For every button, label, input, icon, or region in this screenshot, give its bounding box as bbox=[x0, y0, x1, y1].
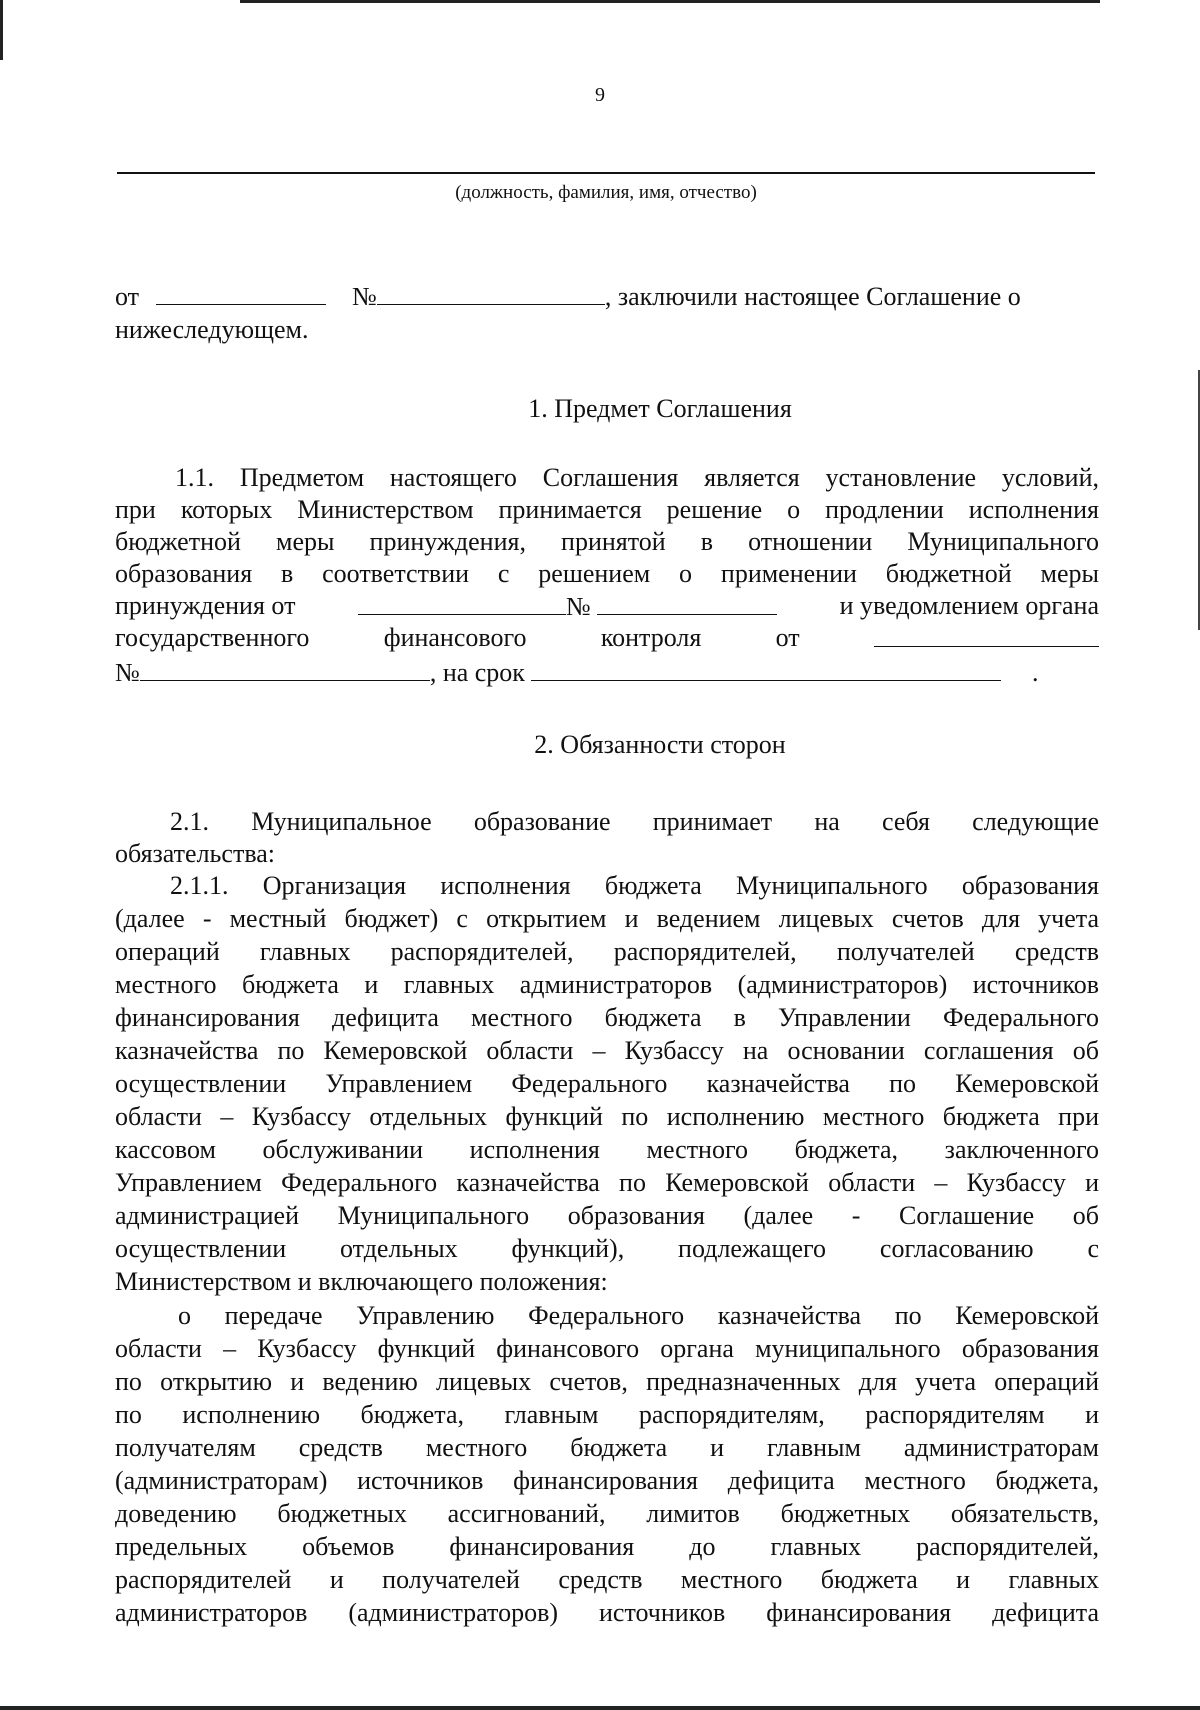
section-2-line: 2.1. Муниципальное образование принимает на себя следующие bbox=[170, 807, 1099, 836]
section-2-line: кассовом обслуживании исполнения местного бюджета, заключенного bbox=[115, 1135, 1099, 1164]
section-2-line: 2.1.1. Организация исполнения бюджета Муниципального образования bbox=[170, 871, 1099, 900]
date-blank bbox=[358, 590, 566, 615]
section-2-line: получателям средств местного бюджета и главным администраторам bbox=[115, 1433, 1099, 1462]
section-2-line: о передаче Управлению Федерального казначейства по Кемеровской bbox=[178, 1301, 1099, 1330]
date-blank bbox=[874, 622, 1099, 647]
scan-edge-bottom bbox=[0, 1706, 1200, 1710]
section-2-line: по исполнению бюджета, главным распорядителям, распорядителям и bbox=[115, 1400, 1099, 1429]
page-number: 9 bbox=[595, 84, 605, 106]
date-blank bbox=[156, 280, 326, 305]
section-2-title: 2. Обязанности сторон bbox=[534, 730, 786, 759]
section-1-line-6: государственного финансового контроля от bbox=[115, 622, 1099, 654]
section-2-line: распорядителей и получателей средств местного бюджета и главных bbox=[115, 1565, 1099, 1594]
scan-edge-top bbox=[240, 0, 1100, 3]
intro-line-2: нижеследующем. bbox=[115, 315, 309, 344]
position-name-caption: (должность, фамилия, имя, отчество) bbox=[455, 182, 757, 203]
term-blank bbox=[531, 656, 1001, 681]
section-1-line: образования в соответствии с решением о применении бюджетной меры bbox=[115, 559, 1099, 588]
section-2-line: местного бюджета и главных администраторов (администраторов) источников bbox=[115, 970, 1099, 999]
section-1-line-7: № , на срок . bbox=[115, 658, 1039, 687]
section-1-title: 1. Предмет Соглашения bbox=[528, 394, 792, 423]
section-2-line: осуществлении Управлением Федерального казначейства по Кемеровской bbox=[115, 1069, 1099, 1098]
section-2-line: обязательства: bbox=[115, 839, 276, 868]
section-2-line: финансирования дефицита местного бюджета в Управлении Федерального bbox=[115, 1003, 1099, 1032]
section-2-line: (администраторам) источников финансирования дефицита местного бюджета, bbox=[115, 1466, 1099, 1495]
section-2-line: казначейства по Кемеровской области – Кузбассу на основании соглашения об bbox=[115, 1036, 1099, 1065]
section-2-line: операций главных распорядителей, распорядителей, получателей средств bbox=[115, 937, 1099, 966]
section-1-line: бюджетной меры принуждения, принятой в отношении Муниципального bbox=[115, 527, 1099, 556]
signature-line bbox=[117, 172, 1095, 174]
scan-edge-left bbox=[0, 0, 3, 60]
section-2-line: администраторов (администраторов) источников финансирования дефицита bbox=[115, 1598, 1099, 1627]
section-1-line: 1.1. Предметом настоящего Соглашения является установление условий, bbox=[175, 463, 1099, 492]
section-2-line: предельных объемов финансирования до главных распорядителей, bbox=[115, 1532, 1099, 1561]
section-2-line: области – Кузбассу функций финансового органа муниципального образования bbox=[115, 1334, 1099, 1363]
section-2-line: Министерством и включающего положения: bbox=[115, 1267, 608, 1296]
section-2-line: администрацией Муниципального образования (далее - Соглашение об bbox=[115, 1201, 1099, 1230]
number-blank bbox=[377, 280, 605, 305]
number-blank bbox=[597, 590, 777, 615]
section-1-line: при которых Министерством принимается решение о продлении исполнения bbox=[115, 495, 1099, 524]
section-1-line-5: принуждения от № и уведомлением органа bbox=[115, 591, 1099, 621]
number-blank bbox=[140, 656, 430, 681]
section-2-line: Управлением Федерального казначейства по Кемеровской области – Кузбассу и bbox=[115, 1168, 1099, 1197]
section-2-line: доведению бюджетных ассигнований, лимитов бюджетных обязательств, bbox=[115, 1499, 1099, 1528]
intro-line-1: от № , заключили настоящее Соглашение о bbox=[115, 282, 1021, 311]
section-2-line: осуществлении отдельных функций), подлежащего согласованию с bbox=[115, 1234, 1099, 1263]
section-2-line: (далее - местный бюджет) с открытием и ведением лицевых счетов для учета bbox=[115, 904, 1099, 933]
section-2-line: по открытию и ведению лицевых счетов, предназначенных для учета операций bbox=[115, 1367, 1099, 1396]
section-2-line: области – Кузбассу отдельных функций по исполнению местного бюджета при bbox=[115, 1102, 1099, 1131]
